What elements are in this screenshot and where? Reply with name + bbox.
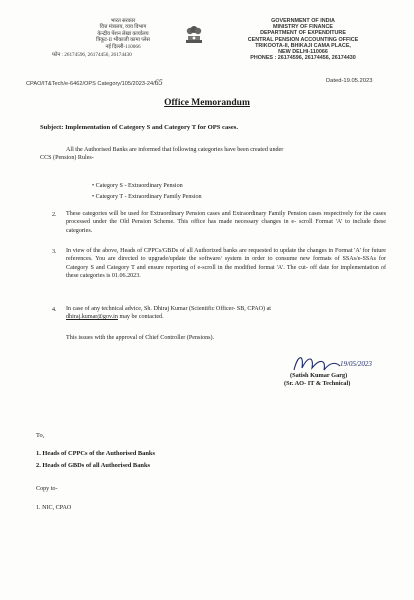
letterhead-line: भारत सरकार [110, 18, 136, 24]
signature-date: 19/05/2023 [340, 360, 372, 368]
intro-line: CCS (Pension) Rules- [40, 155, 94, 162]
memo-title: Office Memorandum [164, 98, 250, 108]
copy-to-label: Copy to- [36, 486, 58, 492]
letterhead-line: GOVERNMENT OF INDIA [271, 18, 335, 24]
paragraph-4-line: In case of any technical advice, Sh. Dhiraj Kumar (Scientific Officer- SB, CPAO) at [66, 306, 271, 312]
paragraph-3: In view of the above, Heads of CPPCs/GBDs of all Authorized banks are requested to update the changes in Format 'A' for future references. You are directed to upgrade/update the software/ system in order to consume new formats of SSAs/e-SSAs for Category S and Category T and ensure reporting of e-scroll in the modified format 'A'. The cut- off date for implementation of these categories is 01.06.2023. [66, 248, 386, 280]
category-item: • Category T - Extraordinary Family Pension [92, 194, 202, 200]
letterhead-line: CENTRAL PENSION ACCOUNTING OFFICE [247, 36, 359, 43]
paragraph-number: 4. [52, 307, 57, 313]
reference-text: CPAO/IT&Tech/e-6462/OPS Category/105/2023-24/ [26, 81, 155, 87]
paragraph-number: 3. [52, 249, 57, 255]
letterhead-phones: PHONES : 26174596, 26174456, 26174430 [250, 55, 356, 62]
reference-number [26, 78, 163, 87]
hindi-letterhead [52, 18, 188, 59]
category-text: Category S - Extraordinary Pension [95, 183, 183, 189]
category-text: Category T - Extraordinary Family Pension [95, 194, 202, 200]
paragraph-4-line [66, 313, 386, 321]
letterhead-line: वित्त मंत्रालय, व्यय विभाग [99, 24, 147, 31]
intro-paragraph [40, 146, 386, 163]
contact-email-link[interactable]: dhiraj.kumar@gov.in [66, 314, 118, 321]
recipient-item: 1. Heads of CPPCs of the Authorised Banks [36, 450, 155, 457]
recipient-item: 2. Heads of GBDs of all Authorised Banks [36, 462, 150, 469]
reference-handwritten-suffix: 65 [154, 78, 163, 87]
letterhead-line: DEPARTMENT OF EXPENDITURE [260, 30, 346, 37]
signatory-block [284, 372, 400, 389]
paragraph-4 [66, 305, 386, 322]
paragraph-2: These categories will be used for Extraordinary Pension cases and Extraordinary Family Pension cases respectively for the cases processed under the Old Pension Scheme. This office has made necessary changes in e- scroll Format 'A' to include these categories. [66, 211, 386, 234]
category-item: • Category S - Extraordinary Pension [92, 183, 183, 189]
letterhead-line: NEW DELHI-110066 [278, 49, 328, 56]
paragraph-number: 2. [52, 212, 57, 218]
memo-date: Dated-19.05.2023 [326, 78, 373, 84]
letterhead-line: त्रिकूट-II भीकाजी कामा प्लेस [96, 37, 150, 44]
letterhead-phones: फोन : 26174596, 26174456, 26174430 [52, 52, 132, 59]
signatory-designation: (Sr. AO- IT & Technical) [284, 380, 351, 388]
letterhead-line: TRIKOOTA-II, BHIKAJI CAMA PLACE, [255, 42, 351, 49]
to-label: To, [36, 432, 45, 439]
paragraph-4-rest: may be contacted. [117, 314, 164, 321]
letterhead-line: नई दिल्ली-110066 [105, 43, 141, 50]
english-letterhead [228, 18, 378, 61]
copy-recipient: 1. NIC, CPAO [36, 505, 72, 511]
letterhead-line: MINISTRY OF FINANCE [273, 24, 333, 31]
letterhead-line: केन्द्रीय पेंशन लेखा कार्यालय [97, 30, 149, 37]
signatory-name: (Satish Kumar Garg) [290, 372, 348, 379]
intro-line: All the Authorised Banks are informed that following categories have been created under [66, 147, 284, 153]
memo-subject: Subject: Implementation of Category S and Category T for OPS cases. [40, 124, 238, 131]
national-emblem-icon [183, 22, 205, 46]
approval-line: This issues with the approval of Chief Controller (Pensions). [66, 335, 215, 341]
